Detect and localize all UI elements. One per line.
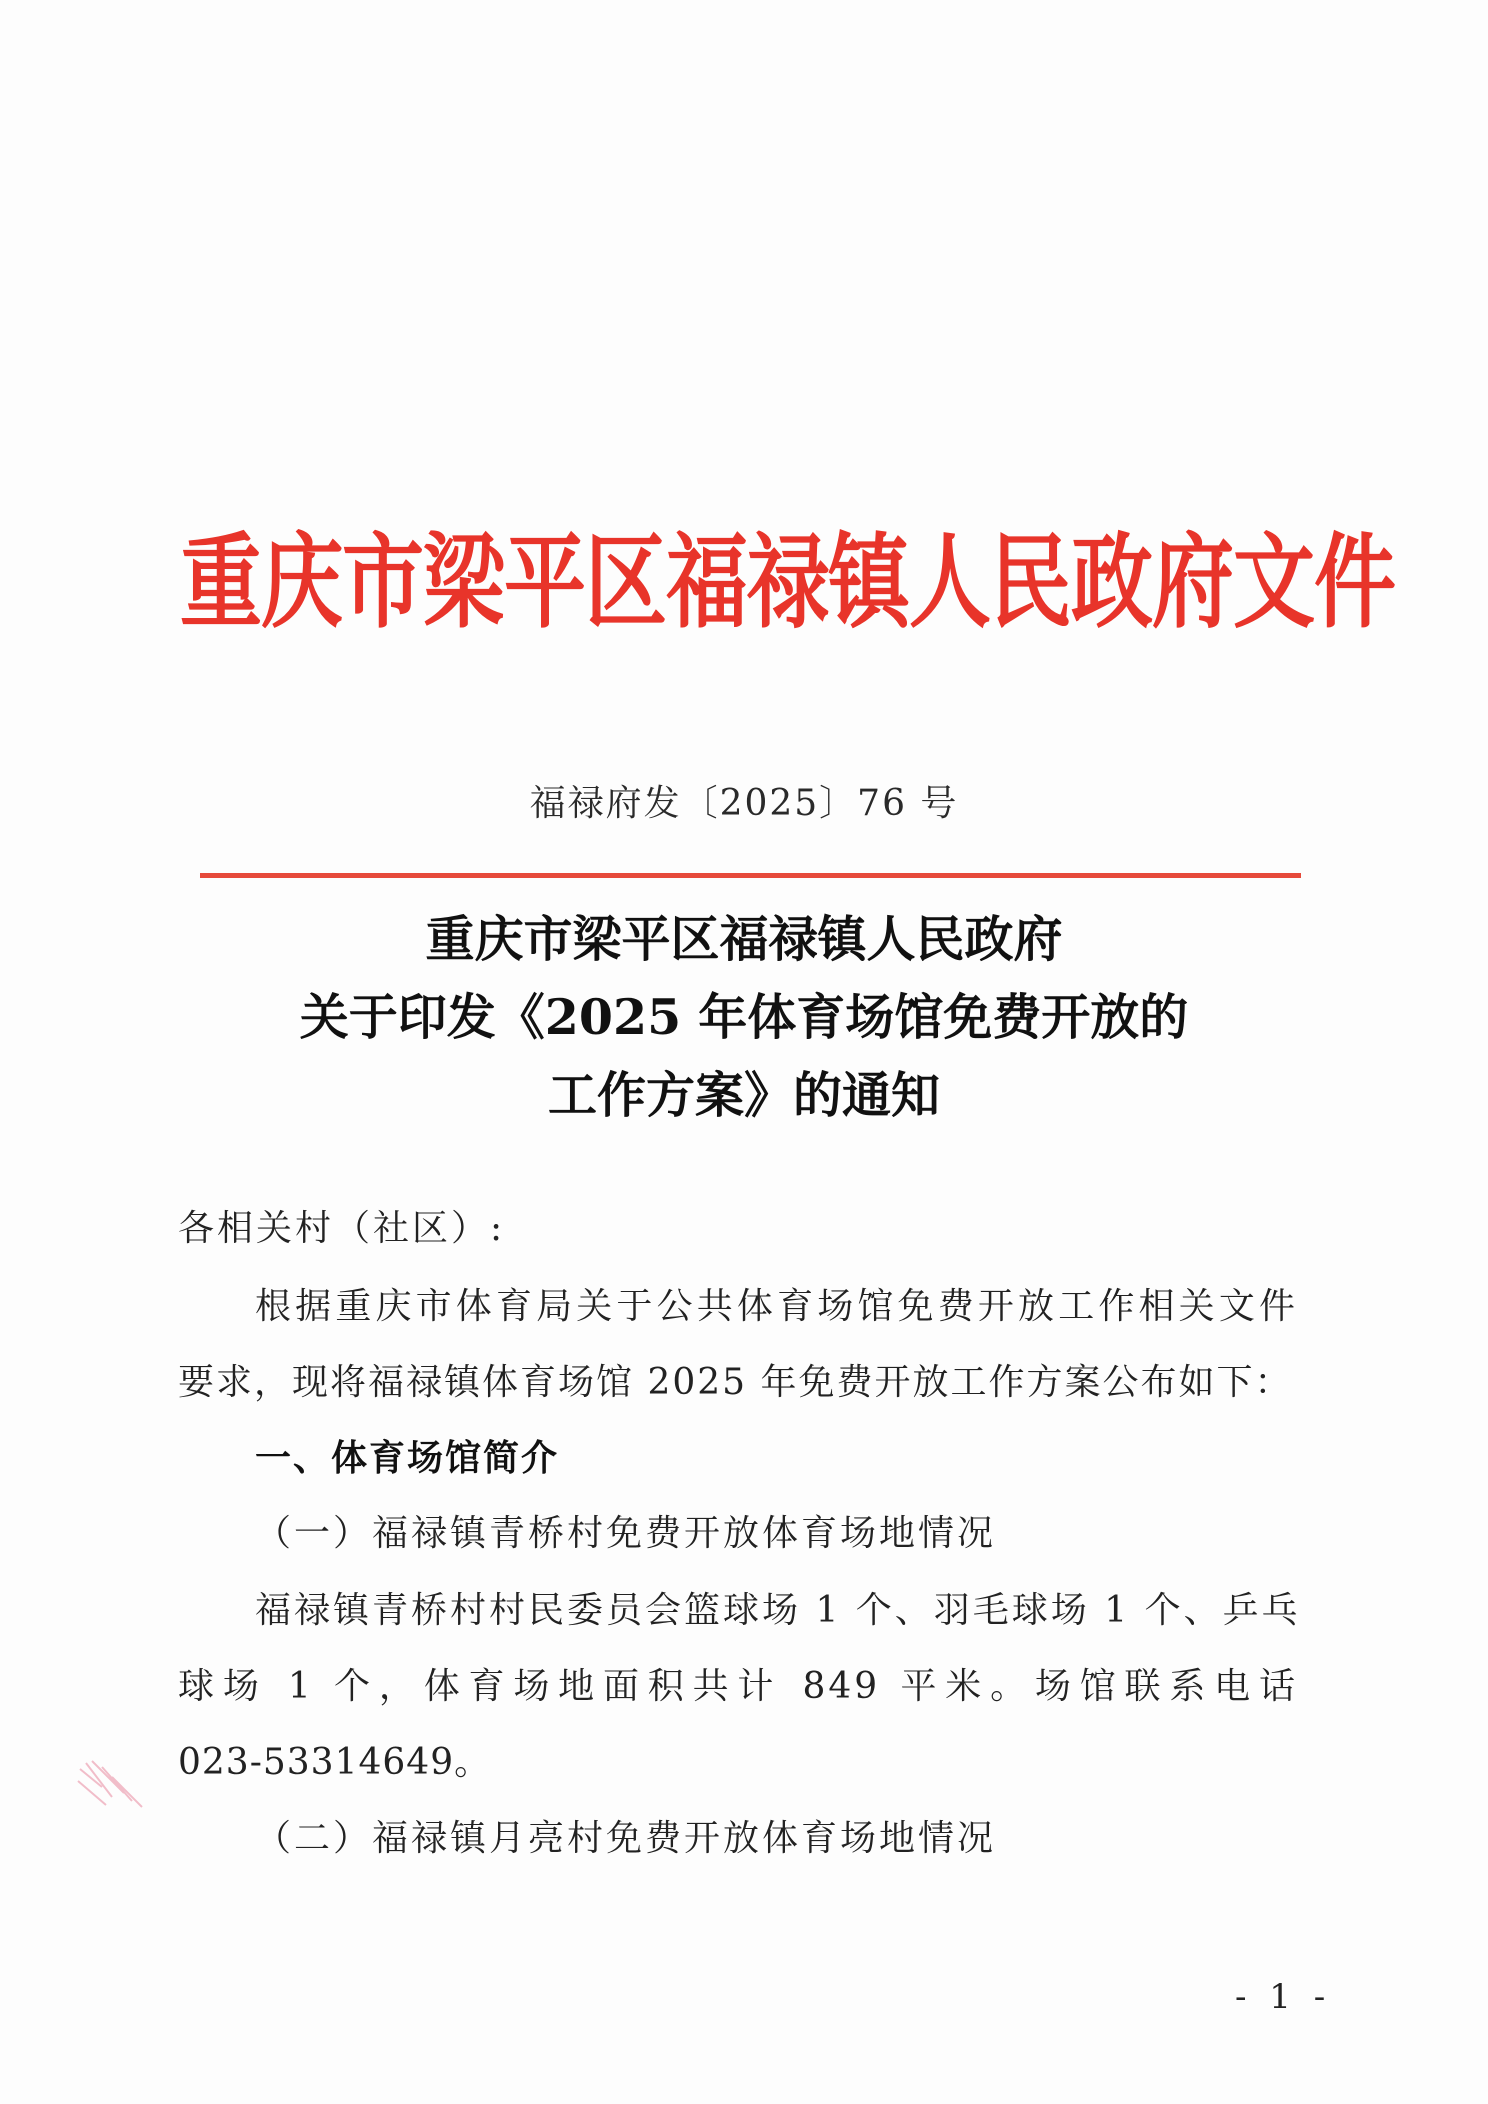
faint-seal-mark xyxy=(72,1757,152,1817)
notice-title xyxy=(0,900,1488,1134)
masthead-title: 重庆市梁平区福禄镇人民政府文件 xyxy=(180,522,1396,643)
subsection-1-heading: （一）福禄镇青桥村免费开放体育场地情况 xyxy=(255,1513,997,1554)
intro-paragraph-line-2: 要求，现将福禄镇体育场馆 2025 年免费开放工作方案公布如下： xyxy=(178,1362,1293,1403)
title-line-3: 工作方案》的通知 xyxy=(547,1066,940,1124)
title-line-2: 关于印发《2025 年体育场馆免费开放的 xyxy=(299,988,1189,1046)
document-number: 福禄府发〔2025〕76 号 xyxy=(529,783,959,824)
red-divider-rule xyxy=(200,873,1301,878)
intro-paragraph-line-1: 根据重庆市体育局关于公共体育场馆免费开放工作相关文件 xyxy=(255,1286,1298,1327)
subsection-1-line-2: 球场 1 个，体育场地面积共计 849 平米。场馆联系电话 xyxy=(178,1666,1298,1707)
salutation: 各相关村（社区）: xyxy=(178,1208,506,1249)
title-line-1: 重庆市梁平区福禄镇人民政府 xyxy=(425,910,1063,968)
section-1-heading: 一、体育场馆简介 xyxy=(255,1438,560,1479)
subsection-2-heading: （二）福禄镇月亮村免费开放体育场地情况 xyxy=(255,1818,997,1859)
subsection-1-line-1: 福禄镇青桥村村民委员会篮球场 1 个、羽毛球场 1 个、乒乓 xyxy=(255,1590,1301,1631)
subsection-1-line-3: 023-53314649。 xyxy=(178,1742,492,1783)
page-number: - 1 - xyxy=(1235,1977,1332,2017)
